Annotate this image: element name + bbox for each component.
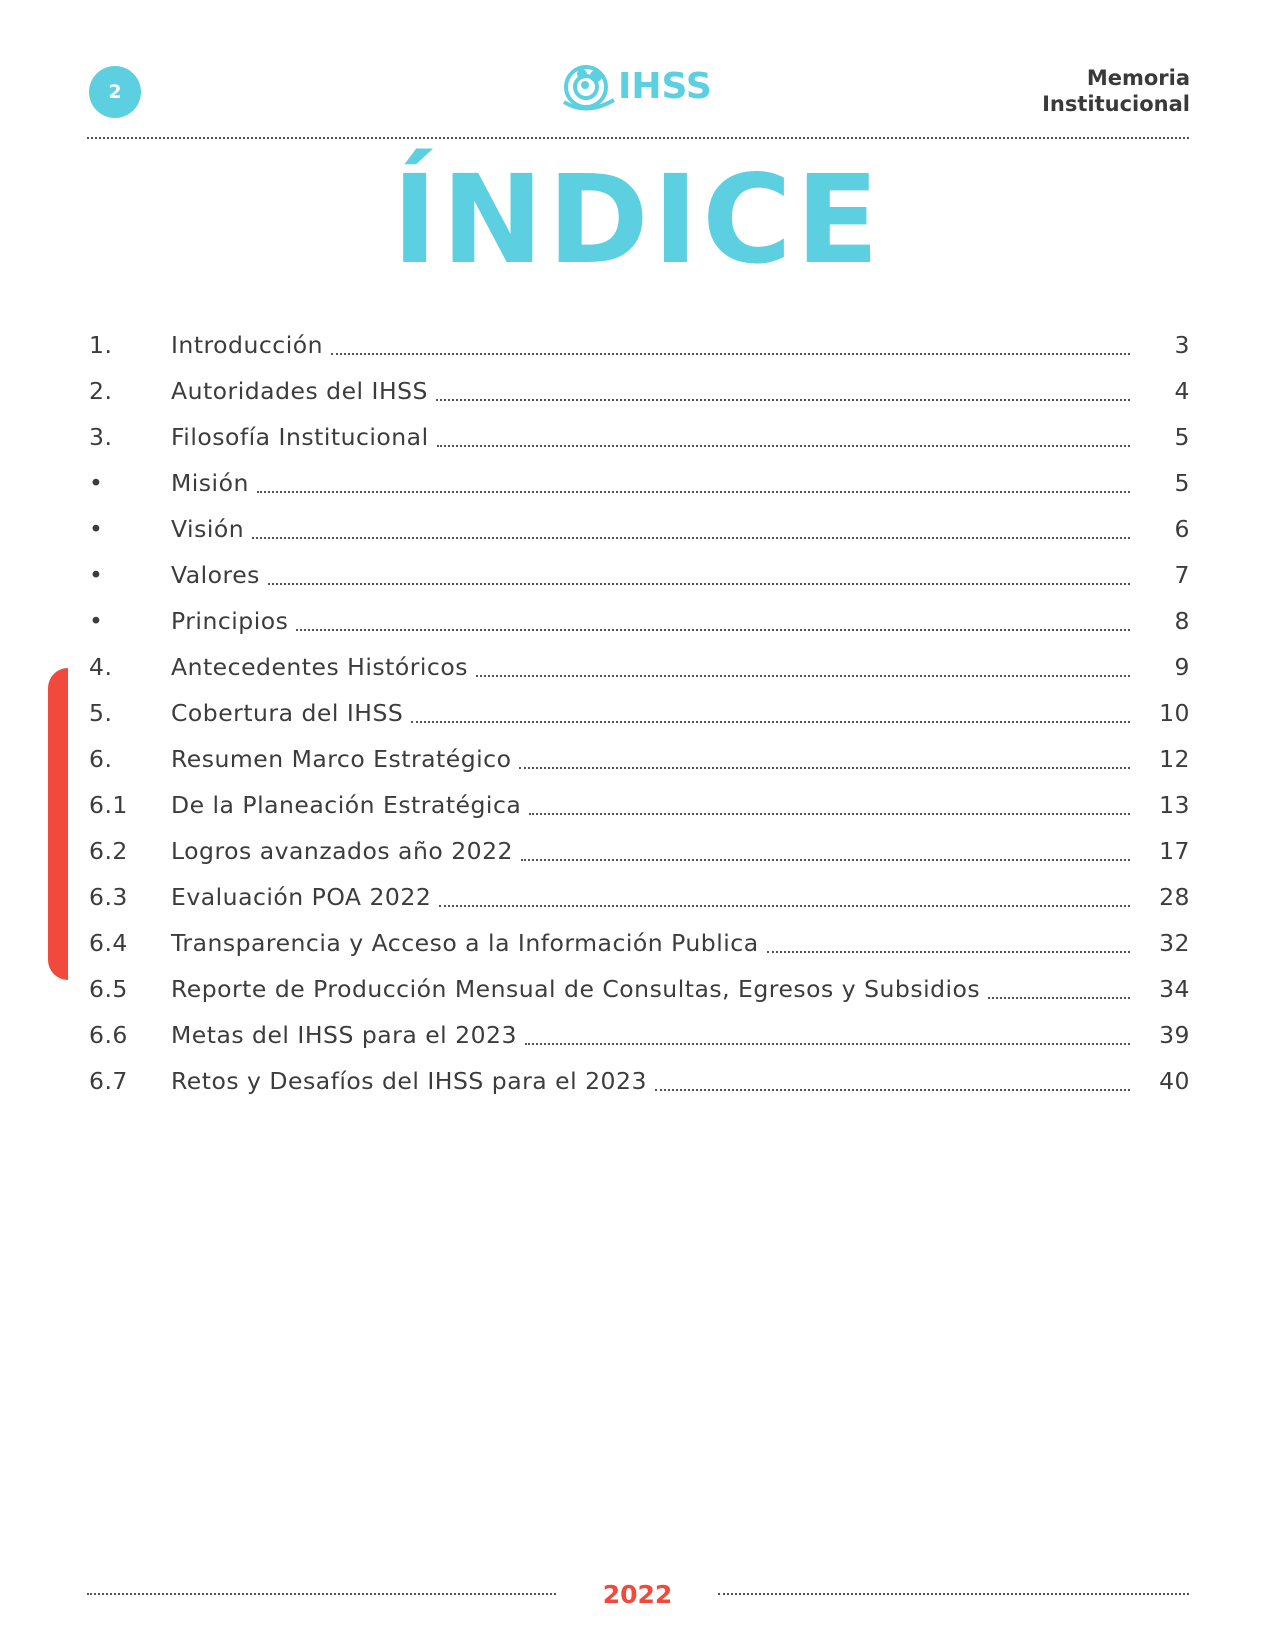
- toc-entry-number: 1.: [89, 331, 113, 359]
- toc-entry-number: 2.: [89, 377, 113, 405]
- toc-entry[interactable]: [89, 368, 1190, 414]
- toc-entry-number: •: [89, 515, 104, 543]
- toc-entry-title: Introducción: [171, 331, 324, 359]
- toc-entry-number: •: [89, 607, 104, 635]
- toc-dot-leader: [476, 675, 1130, 677]
- toc-dot-leader: [439, 905, 1130, 907]
- toc-entry-page: 5: [1174, 469, 1190, 497]
- toc-dot-leader: [519, 767, 1130, 769]
- toc-entry[interactable]: [89, 736, 1190, 782]
- toc-entry-number: 6.2: [89, 837, 128, 865]
- header-divider: [87, 137, 1189, 139]
- toc-entry-title: Visión: [171, 515, 245, 543]
- toc-dot-leader: [411, 721, 1130, 723]
- toc-entry-number: 6.1: [89, 791, 128, 819]
- toc-entry-number: 6.3: [89, 883, 128, 911]
- toc-entry-page: 28: [1159, 883, 1190, 911]
- side-accent-bar: [48, 668, 68, 980]
- toc-dot-leader: [655, 1089, 1130, 1091]
- toc-entry-page: 12: [1159, 745, 1190, 773]
- toc-entry-title: Transparencia y Acceso a la Información Publica: [171, 929, 759, 957]
- toc-entry-title: Cobertura del IHSS: [171, 699, 404, 727]
- toc-dot-leader: [252, 537, 1130, 539]
- toc-entry[interactable]: [89, 506, 1190, 552]
- footer-year: 2022: [602, 1580, 673, 1609]
- toc-entry-page: 3: [1174, 331, 1190, 359]
- toc-entry[interactable]: [89, 828, 1190, 874]
- table-of-contents: [89, 322, 1190, 1104]
- toc-entry-number: •: [89, 561, 104, 589]
- ihss-logo: [558, 54, 726, 118]
- toc-entry-page: 4: [1174, 377, 1190, 405]
- toc-entry-number: 3.: [89, 423, 113, 451]
- toc-entry-title: Logros avanzados año 2022: [171, 837, 514, 865]
- toc-entry-title: Misión: [171, 469, 249, 497]
- toc-entry-title: Antecedentes Históricos: [171, 653, 468, 681]
- toc-entry-page: 34: [1159, 975, 1190, 1003]
- toc-entry-number: 6.: [89, 745, 113, 773]
- toc-entry-number: 6.4: [89, 929, 128, 957]
- toc-entry-page: 17: [1159, 837, 1190, 865]
- toc-dot-leader: [257, 491, 1130, 493]
- toc-entry-title: Valores: [171, 561, 260, 589]
- toc-entry[interactable]: [89, 460, 1190, 506]
- toc-entry-title: Metas del IHSS para el 2023: [171, 1021, 517, 1049]
- page-title: ÍNDICE: [391, 149, 884, 291]
- document-title-line1: Memoria: [1086, 66, 1190, 90]
- toc-entry-number: 6.7: [89, 1067, 128, 1095]
- toc-dot-leader: [296, 629, 1130, 631]
- toc-entry[interactable]: [89, 644, 1190, 690]
- toc-entry[interactable]: [89, 414, 1190, 460]
- toc-dot-leader: [268, 583, 1130, 585]
- toc-dot-leader: [529, 813, 1130, 815]
- toc-entry-page: 39: [1159, 1021, 1190, 1049]
- page-number-badge: 2: [89, 66, 141, 118]
- toc-entry-title: Principios: [171, 607, 289, 635]
- toc-entry-page: 9: [1174, 653, 1190, 681]
- toc-entry[interactable]: [89, 552, 1190, 598]
- toc-entry-number: 4.: [89, 653, 113, 681]
- toc-entry[interactable]: [89, 1012, 1190, 1058]
- toc-dot-leader: [436, 399, 1130, 401]
- document-title-line2: Institucional: [1042, 92, 1190, 116]
- toc-entry-page: 10: [1159, 699, 1190, 727]
- toc-entry-page: 7: [1174, 561, 1190, 589]
- toc-dot-leader: [767, 951, 1130, 953]
- toc-entry-page: 6: [1174, 515, 1190, 543]
- toc-entry-title: Reporte de Producción Mensual de Consultas, Egresos y Subsidios: [171, 975, 981, 1003]
- toc-entry[interactable]: [89, 966, 1190, 1012]
- toc-dot-leader: [437, 445, 1130, 447]
- svg-text:IHSS: IHSS: [618, 66, 712, 107]
- toc-dot-leader: [525, 1043, 1130, 1045]
- toc-entry-title: Retos y Desafíos del IHSS para el 2023: [171, 1067, 647, 1095]
- toc-dot-leader: [521, 859, 1130, 861]
- toc-entry-title: De la Planeación Estratégica: [171, 791, 522, 819]
- toc-entry-number: 5.: [89, 699, 113, 727]
- toc-entry[interactable]: [89, 920, 1190, 966]
- toc-dot-leader: [331, 353, 1130, 355]
- toc-entry-title: Resumen Marco Estratégico: [171, 745, 512, 773]
- toc-entry[interactable]: [89, 598, 1190, 644]
- toc-dot-leader: [988, 997, 1130, 999]
- toc-entry[interactable]: [89, 690, 1190, 736]
- toc-entry-number: 6.6: [89, 1021, 128, 1049]
- toc-entry-title: Autoridades del IHSS: [171, 377, 428, 405]
- document-title: [1042, 65, 1190, 117]
- toc-entry-page: 32: [1159, 929, 1190, 957]
- toc-entry-title: Evaluación POA 2022: [171, 883, 432, 911]
- toc-entry-title: Filosofía Institucional: [171, 423, 429, 451]
- toc-entry-page: 8: [1174, 607, 1190, 635]
- toc-entry-number: •: [89, 469, 104, 497]
- toc-entry-page: 5: [1174, 423, 1190, 451]
- toc-entry[interactable]: [89, 1058, 1190, 1104]
- toc-entry-page: 40: [1159, 1067, 1190, 1095]
- toc-entry-page: 13: [1159, 791, 1190, 819]
- toc-entry[interactable]: [89, 782, 1190, 828]
- toc-entry-number: 6.5: [89, 975, 128, 1003]
- toc-entry[interactable]: [89, 874, 1190, 920]
- toc-entry[interactable]: [89, 322, 1190, 368]
